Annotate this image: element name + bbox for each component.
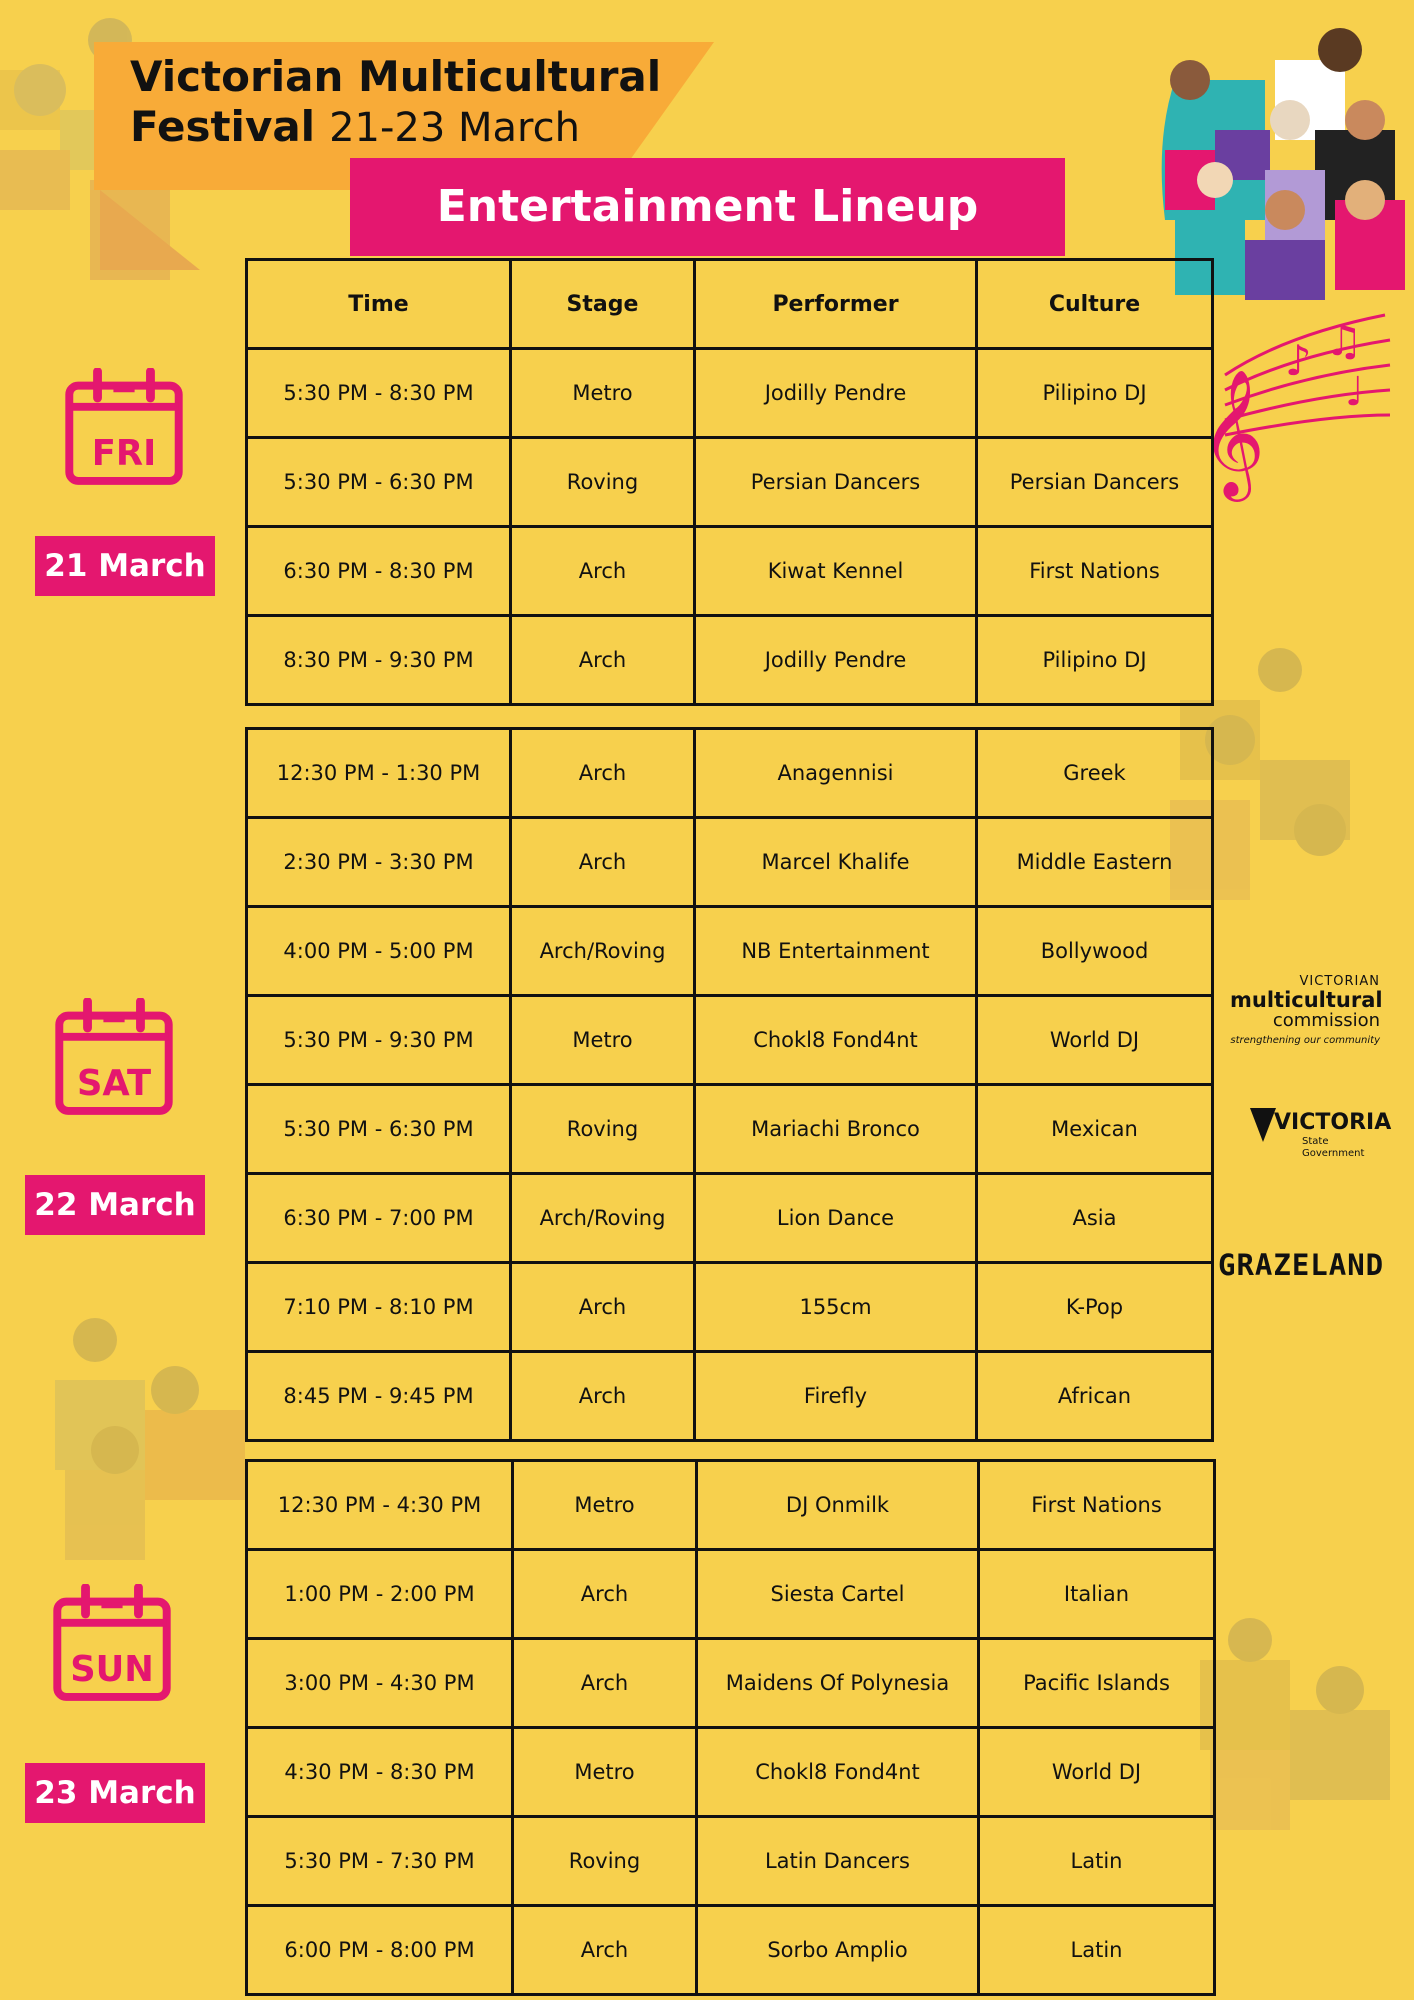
performer-cell: Maidens Of Polynesia (697, 1639, 979, 1728)
table-row (247, 1085, 1213, 1174)
time-cell: 4:00 PM - 5:00 PM (247, 907, 511, 996)
culture-cell: Pilipino DJ (977, 616, 1213, 705)
stage-cell: Arch (511, 729, 695, 818)
performer-cell: Chokl8 Fond4nt (697, 1728, 979, 1817)
stage-cell: Arch/Roving (511, 1174, 695, 1263)
culture-cell: Bollywood (977, 907, 1213, 996)
vmc-logo-top: VICTORIAN (1299, 974, 1380, 989)
culture-cell: Pacific Islands (979, 1639, 1215, 1728)
culture-cell: African (977, 1352, 1213, 1441)
culture-cell: World DJ (977, 996, 1213, 1085)
time-cell: 5:30 PM - 6:30 PM (247, 1085, 511, 1174)
day-date: 21 March (35, 536, 215, 596)
victoria-logo-state: State (1302, 1136, 1329, 1147)
people-illustration-left-mid (55, 1300, 265, 1560)
stage-cell: Arch (513, 1550, 697, 1639)
title-line-2: Festival (130, 101, 316, 151)
festival-dates: 21-23 March (329, 104, 580, 151)
performer-cell: Sorbo Amplio (697, 1906, 979, 1995)
performer-cell: Latin Dancers (697, 1817, 979, 1906)
day-abbr: SUN (70, 1649, 154, 1691)
culture-cell: First Nations (979, 1461, 1215, 1550)
stage-cell: Arch (511, 1352, 695, 1441)
table-row (247, 729, 1213, 818)
time-cell: 8:45 PM - 9:45 PM (247, 1352, 511, 1441)
culture-cell: Latin (979, 1906, 1215, 1995)
calendar-icon (44, 1584, 180, 1704)
day-abbr: SAT (76, 1063, 152, 1105)
schedule-table-sat (245, 727, 1214, 1442)
performer-cell: Firefly (695, 1352, 977, 1441)
table-row (247, 1174, 1213, 1263)
svg-text:♩: ♩ (1345, 369, 1364, 415)
culture-cell: World DJ (979, 1728, 1215, 1817)
people-illustration-right-bottom (1190, 1600, 1410, 1840)
performer-cell: Jodilly Pendre (695, 616, 977, 705)
table-row (247, 1639, 1215, 1728)
stage-cell: Metro (513, 1461, 697, 1550)
performer-cell: Anagennisi (695, 729, 977, 818)
stage-cell: Arch (513, 1906, 697, 1995)
table-row (247, 1550, 1215, 1639)
grazeland-logo: GRAZELAND (1218, 1248, 1385, 1282)
svg-text:𝄞: 𝄞 (1200, 368, 1266, 496)
vmc-logo (1230, 974, 1383, 1046)
time-cell: 5:30 PM - 6:30 PM (247, 438, 511, 527)
culture-cell: Greek (977, 729, 1213, 818)
table-row (247, 1263, 1213, 1352)
table-row (247, 527, 1213, 616)
stage-cell: Arch (511, 527, 695, 616)
column-header-time: Time (247, 260, 511, 349)
time-cell: 4:30 PM - 8:30 PM (247, 1728, 513, 1817)
culture-cell: Pilipino DJ (977, 349, 1213, 438)
performer-cell: Kiwat Kennel (695, 527, 977, 616)
time-cell: 6:00 PM - 8:00 PM (247, 1906, 513, 1995)
performer-cell: Chokl8 Fond4nt (695, 996, 977, 1085)
table-row (247, 1461, 1215, 1550)
time-cell: 5:30 PM - 9:30 PM (247, 996, 511, 1085)
performer-cell: DJ Onmilk (697, 1461, 979, 1550)
performer-cell: 155cm (695, 1263, 977, 1352)
stage-cell: Arch (511, 1263, 695, 1352)
culture-cell: Latin (979, 1817, 1215, 1906)
table-row (247, 818, 1213, 907)
time-cell: 12:30 PM - 4:30 PM (247, 1461, 513, 1550)
culture-cell: First Nations (977, 527, 1213, 616)
stage-cell: Metro (511, 996, 695, 1085)
stage-cell: Arch/Roving (511, 907, 695, 996)
culture-cell: Persian Dancers (977, 438, 1213, 527)
culture-cell: Italian (979, 1550, 1215, 1639)
time-cell: 6:30 PM - 8:30 PM (247, 527, 511, 616)
stage-cell: Arch (511, 818, 695, 907)
vmc-logo-sub: commission (1272, 1010, 1380, 1031)
time-cell: 7:10 PM - 8:10 PM (247, 1263, 511, 1352)
table-row (247, 1352, 1213, 1441)
time-cell: 6:30 PM - 7:00 PM (247, 1174, 511, 1263)
victoria-logo-main: VICTORIA (1274, 1110, 1392, 1135)
festival-title (130, 52, 661, 152)
time-cell: 1:00 PM - 2:00 PM (247, 1550, 513, 1639)
time-cell: 5:30 PM - 8:30 PM (247, 349, 511, 438)
performer-cell: Mariachi Bronco (695, 1085, 977, 1174)
table-row (247, 1817, 1215, 1906)
time-cell: 12:30 PM - 1:30 PM (247, 729, 511, 818)
stage-cell: Arch (513, 1639, 697, 1728)
table-row (247, 907, 1213, 996)
vmc-logo-tagline: strengthening our community (1230, 1035, 1380, 1046)
day-abbr: FRI (91, 433, 157, 475)
victoria-logo-government: Government (1302, 1148, 1365, 1159)
time-cell: 2:30 PM - 3:30 PM (247, 818, 511, 907)
culture-cell: Middle Eastern (977, 818, 1213, 907)
schedule-table-fri (245, 258, 1214, 706)
stage-cell: Metro (513, 1728, 697, 1817)
column-header-performer: Performer (695, 260, 977, 349)
table-row (247, 349, 1213, 438)
title-line-1: Victorian Multicultural (130, 52, 662, 101)
calendar-icon (46, 998, 182, 1118)
time-cell: 5:30 PM - 7:30 PM (247, 1817, 513, 1906)
svg-text:♫: ♫ (1325, 316, 1363, 365)
stage-cell: Metro (511, 349, 695, 438)
day-date: 22 March (25, 1175, 205, 1235)
culture-cell: K-Pop (977, 1263, 1213, 1352)
performer-cell: Marcel Khalife (695, 818, 977, 907)
music-notes-icon (1195, 295, 1395, 505)
table-row (247, 1728, 1215, 1817)
stage-cell: Roving (513, 1817, 697, 1906)
table-row (247, 616, 1213, 705)
performer-cell: Siesta Cartel (697, 1550, 979, 1639)
culture-cell: Asia (977, 1174, 1213, 1263)
stage-cell: Arch (511, 616, 695, 705)
table-row (247, 996, 1213, 1085)
day-date: 23 March (25, 1763, 205, 1823)
column-header-culture: Culture (977, 260, 1213, 349)
svg-text:♪: ♪ (1285, 336, 1312, 385)
time-cell: 8:30 PM - 9:30 PM (247, 616, 511, 705)
table-row (247, 438, 1213, 527)
performer-cell: NB Entertainment (695, 907, 977, 996)
table-header-row (247, 260, 1213, 349)
culture-cell: Mexican (977, 1085, 1213, 1174)
performer-cell: Lion Dance (695, 1174, 977, 1263)
schedule-table-sun (245, 1459, 1216, 1996)
calendar-icon (56, 368, 192, 488)
vmc-logo-main: multicultural (1230, 988, 1383, 1012)
table-row (247, 1906, 1215, 1995)
stage-cell: Roving (511, 438, 695, 527)
victoria-v-icon (1250, 1108, 1276, 1142)
time-cell: 3:00 PM - 4:30 PM (247, 1639, 513, 1728)
lineup-subtitle: Entertainment Lineup (350, 158, 1065, 256)
performer-cell: Persian Dancers (695, 438, 977, 527)
performer-cell: Jodilly Pendre (695, 349, 977, 438)
column-header-stage: Stage (511, 260, 695, 349)
stage-cell: Roving (511, 1085, 695, 1174)
